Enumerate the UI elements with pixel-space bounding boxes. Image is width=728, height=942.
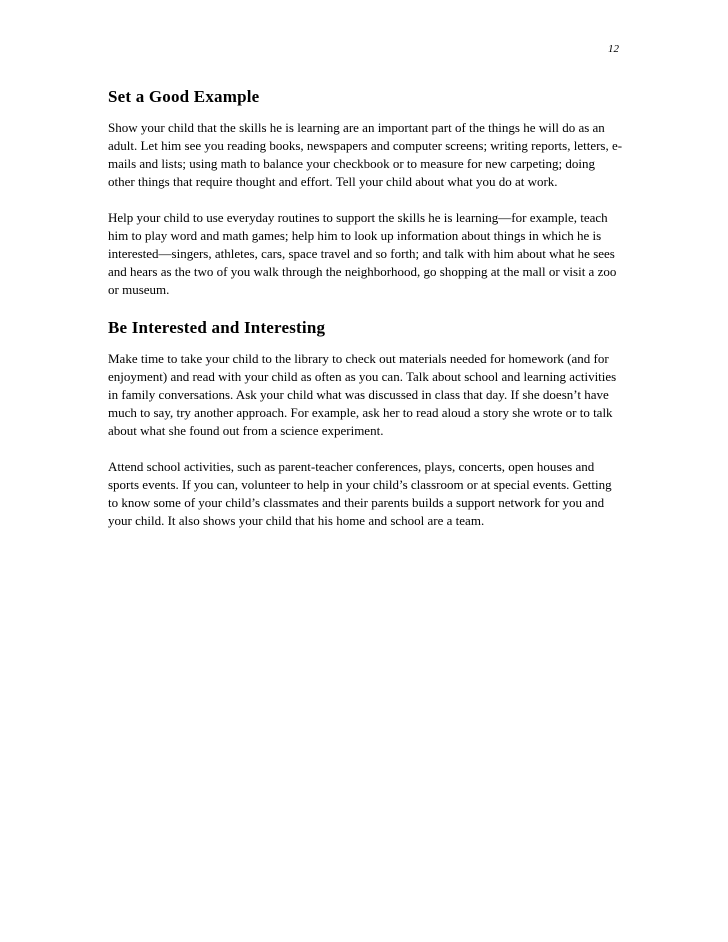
paragraph: Show your child that the skills he is learning are an important part of the things he will do as an adult. Let him see you reading books, newspapers and computer screens; writing reports, letters, e-mails and lists; using math to balance your checkbook or to measure for new carpeting; doing other things that require thought and effort. Tell your child about what you do at work. xyxy=(108,120,623,189)
section-set-a-good-example xyxy=(108,86,624,299)
section-heading: Be Interested and Interesting xyxy=(108,318,326,337)
page-number: 12 xyxy=(608,43,619,55)
section-heading: Set a Good Example xyxy=(108,87,260,106)
paragraph: Make time to take your child to the library to check out materials needed for homework (and for enjoyment) and read with your child as often as you can. Talk about school and learning activities in family conversations. Ask your child what was discussed in class that day. If she doesn’t have much to say, try another approach. For example, ask her to read aloud a story she wrote or to talk about what she found out from a science experiment. xyxy=(108,351,617,438)
page-content xyxy=(108,86,624,548)
paragraph: Help your child to use everyday routines to support the skills he is learning—for example, teach him to play word and math games; help him to look up information about things in which he is interested—singers, athletes, cars, space travel and so forth; and talk with him about what he sees and hears as the two of you walk through the neighborhood, go shopping at the mall or visit a zoo or museum. xyxy=(108,210,617,297)
section-be-interested-and-interesting xyxy=(108,317,624,530)
paragraph: Attend school activities, such as parent-teacher conferences, plays, concerts, open houses and sports events. If you can, volunteer to help in your child’s classroom or at special events. Getting to know some of your child’s classmates and their parents builds a support network for you and your child. It also shows your child that his home and school are a team. xyxy=(108,459,612,528)
